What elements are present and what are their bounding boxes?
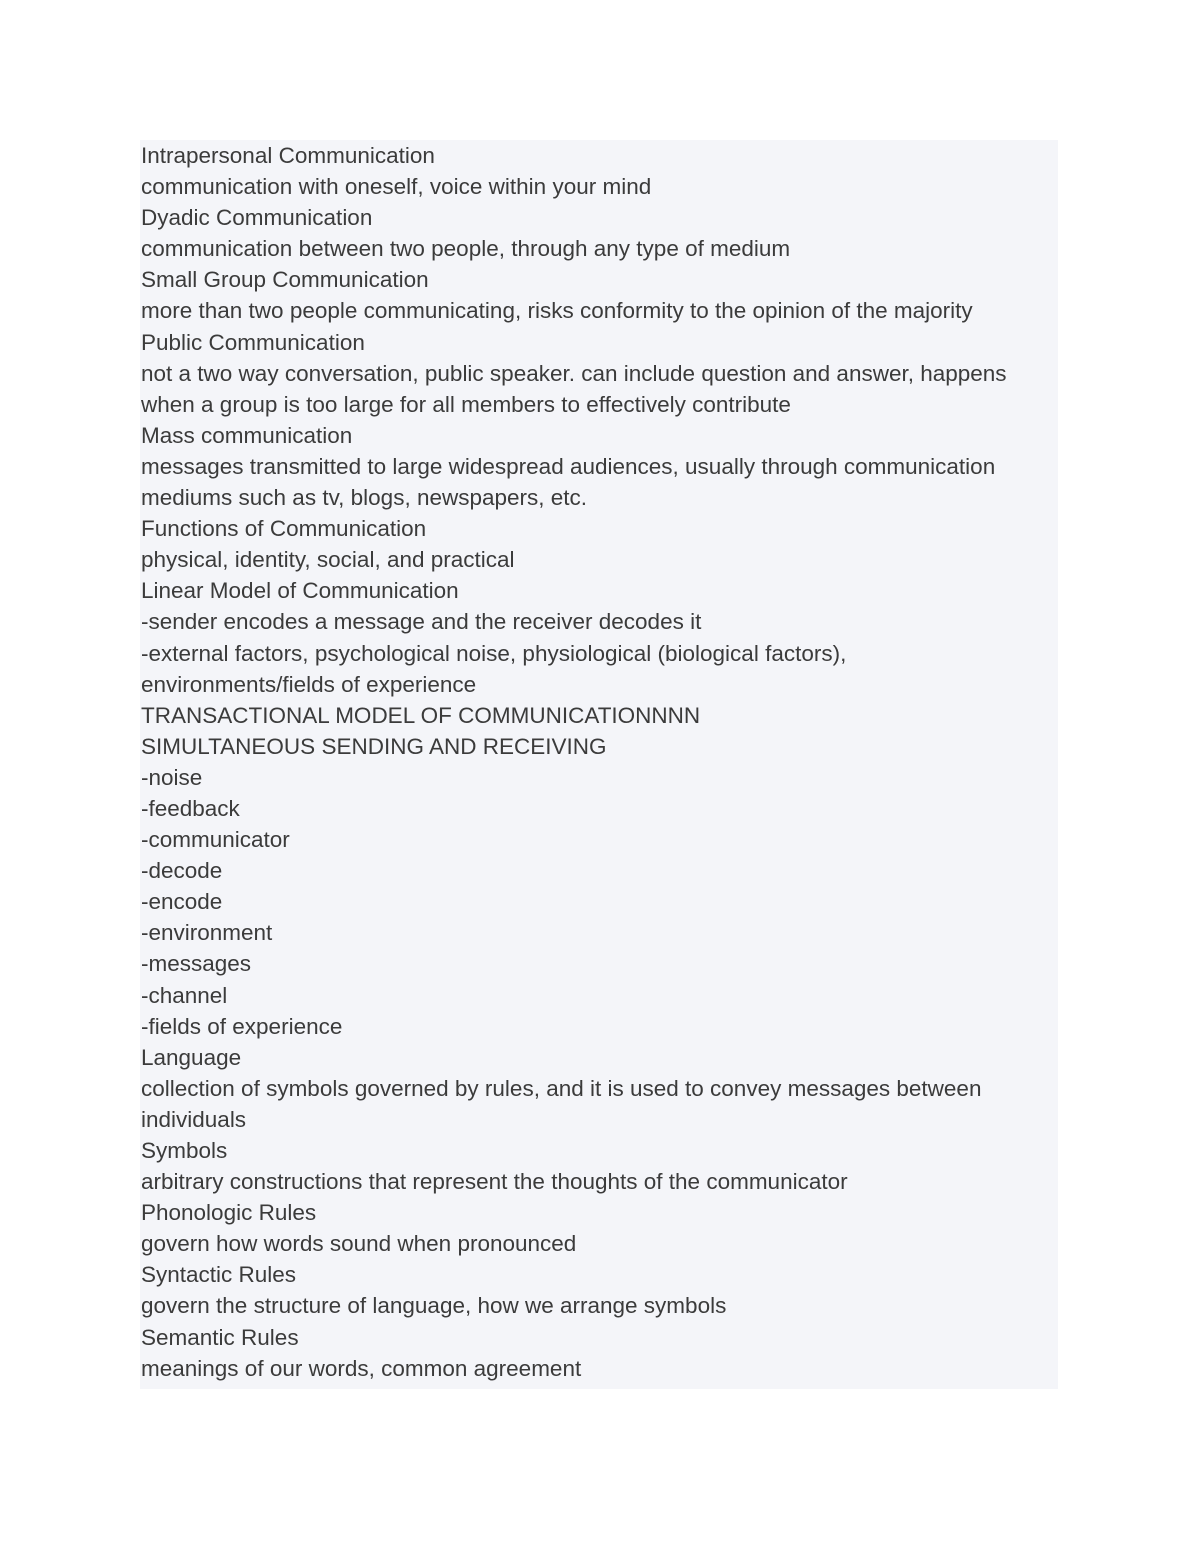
- definition-line: not a two way conversation, public speaker. can include question and answer, happens: [141, 360, 1007, 386]
- definition-line: more than two people communicating, risks conformity to the opinion of the majority: [141, 298, 973, 324]
- term-heading: Functions of Communication: [141, 516, 427, 542]
- list-item: -encode: [141, 889, 223, 915]
- term-heading: Semantic Rules: [141, 1324, 299, 1350]
- definition-line: SIMULTANEOUS SENDING AND RECEIVING: [141, 733, 607, 759]
- definition-line: environments/fields of experience: [141, 671, 477, 697]
- term-heading: Small Group Communication: [141, 267, 429, 293]
- term-heading: Syntactic Rules: [141, 1262, 297, 1288]
- definition-line: messages transmitted to large widespread audiences, usually through communication: [141, 453, 996, 479]
- list-item: -channel: [141, 982, 228, 1008]
- definition-line: meanings of our words, common agreement: [141, 1355, 582, 1381]
- term-heading: Public Communication: [141, 329, 365, 355]
- definition-line: -external factors, psychological noise, physiological (biological factors),: [141, 640, 847, 666]
- term-heading: Dyadic Communication: [141, 205, 373, 231]
- definition-line: individuals: [141, 1106, 247, 1132]
- definition-line: collection of symbols governed by rules, and it is used to convey messages between: [141, 1075, 982, 1101]
- list-item: -environment: [141, 920, 273, 946]
- definition-line: physical, identity, social, and practical: [141, 547, 515, 573]
- term-heading: Language: [141, 1044, 242, 1070]
- definition-line: govern the structure of language, how we arrange symbols: [141, 1293, 727, 1319]
- list-item: -noise: [141, 764, 203, 790]
- definition-line: -sender encodes a message and the receiver decodes it: [141, 609, 702, 635]
- list-item: -fields of experience: [141, 1013, 343, 1039]
- definition-line: communication with oneself, voice within your mind: [141, 174, 652, 200]
- term-heading: Mass communication: [141, 422, 353, 448]
- definition-line: when a group is too large for all members to effectively contribute: [141, 391, 791, 417]
- text-block: [140, 140, 1058, 1389]
- list-item: -communicator: [141, 827, 290, 853]
- term-heading: TRANSACTIONAL MODEL OF COMMUNICATIONNNN: [141, 702, 701, 728]
- term-heading: Intrapersonal Communication: [141, 143, 435, 168]
- term-heading: Phonologic Rules: [141, 1200, 317, 1226]
- definition-line: govern how words sound when pronounced: [141, 1231, 577, 1257]
- list-item: -decode: [141, 858, 223, 884]
- term-heading: Symbols: [141, 1138, 228, 1163]
- definition-line: arbitrary constructions that represent the thoughts of the communicator: [141, 1169, 848, 1195]
- definition-line: mediums such as tv, blogs, newspapers, etc.: [141, 485, 588, 511]
- list-item: -feedback: [141, 795, 240, 821]
- term-heading: Linear Model of Communication: [141, 578, 459, 604]
- definition-line: communication between two people, through any type of medium: [141, 236, 791, 262]
- list-item: -messages: [141, 951, 252, 977]
